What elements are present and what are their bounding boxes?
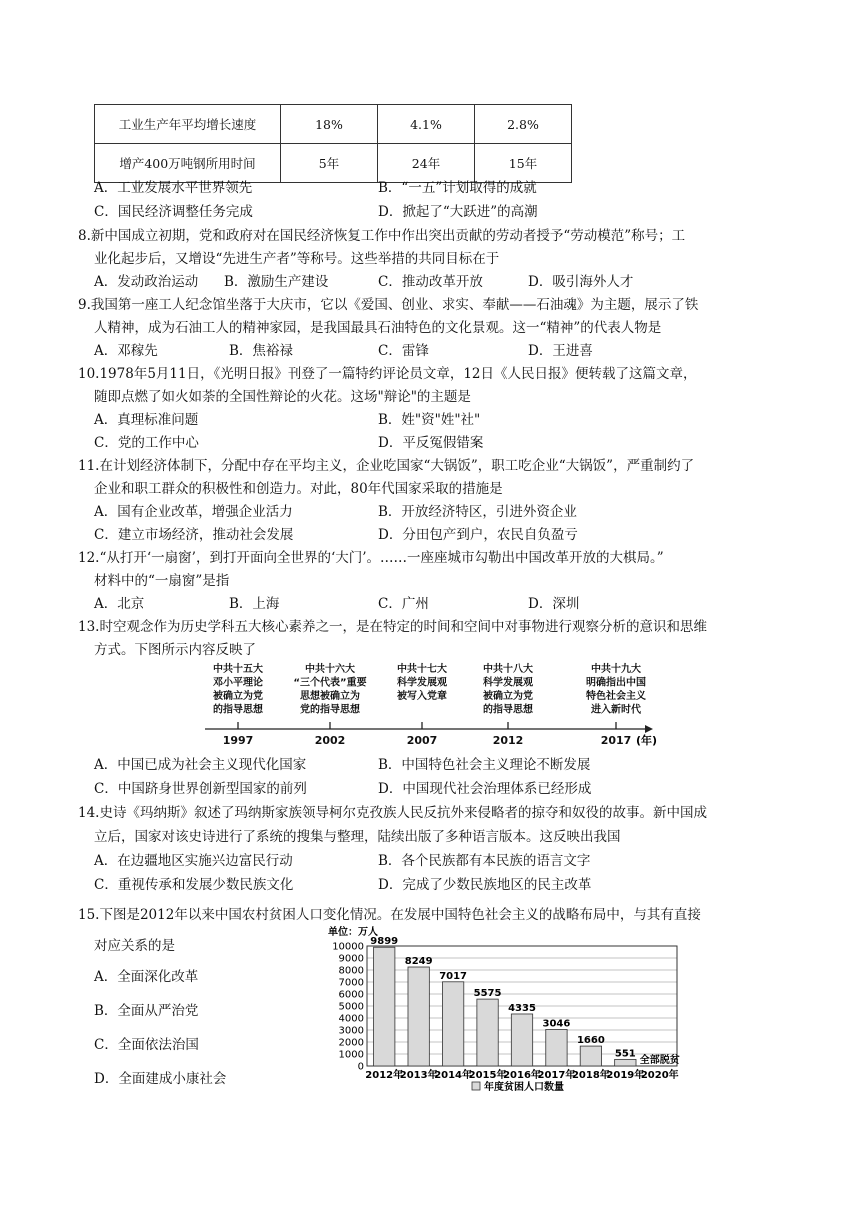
q11-option-c: C．建立市场经济，推动社会发展 <box>94 527 294 543</box>
q12-stem-line1: 12.“从打开‘一扇窗’，到打开面向全世界的‘大门’。……一座座城市勾勒出中国改革开放的大棋局。” <box>78 550 664 566</box>
q15-stem-line2: 对应关系的是 <box>94 938 175 954</box>
chart-ytick-label: 6000 <box>338 989 364 1001</box>
chart-ytick-label: 7000 <box>338 977 364 989</box>
q13-option-a: A．中国已成为社会主义现代化国家 <box>94 757 307 773</box>
chart-bar <box>546 1029 567 1066</box>
timeline-event-text: 特色社会主义 <box>586 691 646 702</box>
chart-ytick-label: 5000 <box>338 1001 364 1013</box>
timeline-year: 2007 <box>406 734 438 746</box>
q15-stem-line1: 15.下图是2012年以来中国农村贫困人口变化情况。在发展中国特色社会主义的战略布局中，与其有直接 <box>78 907 701 923</box>
chart-ytick-label: 10000 <box>332 941 364 953</box>
q9-stem-line1: 9.我国第一座工人纪念馆坐落于大庆市，它以《爱国、创业、求实、奉献——石油魂》为主题，展示了铁 <box>78 297 699 313</box>
chart-ytick-label: 0 <box>357 1061 364 1073</box>
timeline-event-text: 科学发展观 <box>397 677 447 689</box>
q12-option-a: A．北京 <box>94 596 145 612</box>
q10-option-a: A．真理标准问题 <box>94 412 199 428</box>
q12-option-d: D．深圳 <box>528 596 580 612</box>
chart-bar <box>615 1059 636 1066</box>
table-cell: 24年 <box>378 144 475 183</box>
q13-option-d: D．中国现代社会治理体系已经形成 <box>378 781 592 797</box>
timeline-event-text: 进入新时代 <box>591 704 641 716</box>
q10-option-c: C．党的工作中心 <box>94 435 199 451</box>
timeline-event-text: 明确指出中国 <box>586 677 646 689</box>
timeline-event-text: 中共十九大 <box>591 664 641 675</box>
chart-xtick-label: 2013年 <box>399 1070 438 1081</box>
q15-option-a: A．全面深化改革 <box>94 969 199 985</box>
timeline-event-text: 被写入党章 <box>397 691 447 702</box>
chart-data-label: 9899 <box>370 936 399 948</box>
timeline-year: 2017 <box>600 734 632 746</box>
chart-bar <box>477 999 498 1066</box>
chart-data-label: 7017 <box>439 970 468 982</box>
q9-option-c: C．雷锋 <box>378 343 429 359</box>
chart-ytick-label: 9000 <box>338 953 364 965</box>
chart-data-label: 1660 <box>576 1035 605 1047</box>
timeline-event-text: “三个代表”重要 <box>293 677 367 689</box>
timeline-unit: (年) <box>636 734 658 746</box>
q14-option-c: C．重视传承和发展少数民族文化 <box>94 877 294 893</box>
q14-option-b: B．各个民族都有本民族的语言文字 <box>378 853 591 869</box>
chart-ytick-label: 1000 <box>338 1049 364 1061</box>
legend-swatch <box>472 1082 480 1090</box>
stats-table <box>94 104 572 183</box>
q15-option-b: B．全面从严治党 <box>94 1003 199 1019</box>
q10-stem-line1: 10.1978年5月11日，《光明日报》刊登了一篇特约评论员文章，12日《人民日报》便转载了这篇文章， <box>78 366 697 382</box>
table-cell: 18% <box>281 105 378 144</box>
q8-option-d: D．吸引海外人才 <box>528 274 634 290</box>
timeline-event-text: 中共十六大 <box>305 664 355 675</box>
q10-option-b: B．姓"资"姓"社" <box>378 412 481 428</box>
chart-xtick-label: 2014年 <box>434 1070 473 1081</box>
q8-option-a: A．发动政治运动 <box>94 274 199 290</box>
chart-data-label: 8249 <box>404 956 433 968</box>
q15-option-d: D．全面建成小康社会 <box>94 1071 227 1087</box>
timeline-year: 2012 <box>492 734 524 746</box>
q14-option-a: A．在边疆地区实施兴边富民行动 <box>94 853 293 869</box>
q11-stem-line2: 企业和职工群众的积极性和创造力。对此，80年代国家采取的措施是 <box>94 481 503 497</box>
table-cell: 工业生产年平均增长速度 <box>95 105 281 144</box>
q15-option-c: C．全面依法治国 <box>94 1037 199 1053</box>
timeline-event-text: 的指导思想 <box>213 704 263 716</box>
chart-ylabel: 单位：万人 <box>328 927 378 938</box>
q8-option-c: C．推动改革开放 <box>378 274 483 290</box>
q9-stem-line2: 人精神，成为石油工人的精神家园，是我国最具石油特色的文化景观。这一“精神”的代表人物是 <box>94 320 662 336</box>
q7-option-a: A．工业发展水平世界领先 <box>94 180 253 196</box>
q12-option-c: C．广州 <box>378 596 429 612</box>
chart-xtick-label: 2012年 <box>365 1070 404 1081</box>
chart-bar <box>511 1014 532 1066</box>
timeline-event-text: 科学发展观 <box>483 677 533 689</box>
table-cell: 15年 <box>475 144 572 183</box>
chart-xtick-label: 2018年 <box>571 1070 610 1081</box>
chart-bar <box>408 967 429 1066</box>
q8-stem-line1: 8.新中国成立初期，党和政府对在国民经济恢复工作中作出突出贡献的劳动者授予“劳动模范”称号；工 <box>78 228 686 244</box>
chart-data-label: 4335 <box>508 1002 536 1014</box>
chart-xtick-label: 2017年 <box>537 1070 576 1081</box>
timeline-arrow-icon <box>645 725 653 733</box>
table-cell: 2.8% <box>475 105 572 144</box>
timeline-event-text: 被确立为党 <box>483 691 533 702</box>
q9-option-d: D．王进喜 <box>528 343 593 359</box>
poverty-bar-chart <box>320 925 690 1097</box>
q9-option-a: A．邓稼先 <box>94 343 158 359</box>
table-cell: 5年 <box>281 144 378 183</box>
chart-xtick-label: 2015年 <box>468 1070 507 1081</box>
q8-option-b: B．激励生产建设 <box>224 274 329 290</box>
q7-option-b: B．“一五”计划取得的成就 <box>378 180 537 196</box>
table-row <box>95 105 572 144</box>
q10-stem-line2: 随即点燃了如火如荼的全国性辩论的火花。这场"辩论"的主题是 <box>94 389 471 405</box>
timeline-event-text: 的指导思想 <box>483 704 533 716</box>
q12-option-b: B．上海 <box>229 596 280 612</box>
q13-stem-line1: 13.时空观念作为历史学科五大核心素养之一，是在特定的时间和空间中对事物进行观察分析的意识和思维 <box>78 619 707 635</box>
timeline-event-text: 邓小平理论 <box>213 677 263 689</box>
chart-data-label: 551 <box>614 1048 636 1060</box>
chart-data-label: 全部脱贫 <box>639 1055 680 1066</box>
timeline-event-text: 中共十八大 <box>483 664 533 675</box>
q9-option-b: B．焦裕禄 <box>229 343 293 359</box>
q14-stem-line1: 14.史诗《玛纳斯》叙述了玛纳斯家族领导柯尔克孜族人民反抗外来侵略者的掠夺和奴役的故事。新中国成 <box>78 805 707 821</box>
timeline-event-text: 中共十五大 <box>213 664 263 675</box>
chart-ytick-label: 4000 <box>338 1013 364 1025</box>
timeline-figure <box>200 660 670 746</box>
chart-xtick-label: 2020年 <box>640 1070 679 1081</box>
q14-option-d: D．完成了少数民族地区的民主改革 <box>378 877 592 893</box>
chart-ytick-label: 2000 <box>338 1037 364 1049</box>
timeline-event-text: 被确立为党 <box>213 691 263 702</box>
timeline-year: 2002 <box>314 734 346 746</box>
q10-option-d: D．平反冤假错案 <box>378 435 484 451</box>
chart-data-label: 3046 <box>542 1018 571 1030</box>
chart-ytick-label: 3000 <box>338 1025 364 1037</box>
chart-legend: 年度贫困人口数量 <box>484 1082 564 1093</box>
timeline-event-text: 党的指导思想 <box>300 704 360 716</box>
q8-stem-line2: 业化起步后，又增设“先进生产者”等称号。这些举措的共同目标在于 <box>94 251 500 267</box>
q13-option-c: C．中国跻身世界创新型国家的前列 <box>94 781 307 797</box>
table-cell: 增产400万吨钢所用时间 <box>95 144 281 183</box>
chart-xtick-label: 2019年 <box>606 1070 645 1081</box>
q12-stem-line2: 材料中的“一扇窗”是指 <box>94 573 230 589</box>
chart-bar <box>374 947 395 1066</box>
timeline-event-text: 思想被确立为 <box>300 691 360 702</box>
q14-stem-line2: 立后，国家对该史诗进行了系统的搜集与整理，陆续出版了多种语言版本。这反映出我国 <box>94 829 621 845</box>
q13-stem-line2: 方式。下图所示内容反映了 <box>94 642 256 658</box>
chart-data-label: 5575 <box>473 988 502 1000</box>
chart-xtick-label: 2016年 <box>503 1070 541 1081</box>
q11-stem-line1: 11.在计划经济体制下，分配中存在平均主义，企业吃国家“大锅饭”，职工吃企业“大锅饭”，严重制约了 <box>78 458 695 474</box>
timeline-event-text: 中共十七大 <box>397 664 447 675</box>
chart-ytick-label: 8000 <box>338 965 364 977</box>
q11-option-d: D．分田包产到户，农民自负盈亏 <box>378 527 578 543</box>
table-cell: 4.1% <box>378 105 475 144</box>
q7-option-d: D．掀起了“大跃进”的高潮 <box>378 204 538 220</box>
q13-option-b: B．中国特色社会主义理论不断发展 <box>378 757 591 773</box>
chart-bar <box>580 1046 601 1066</box>
timeline-year: 1997 <box>222 734 254 746</box>
q7-option-c: C．国民经济调整任务完成 <box>94 204 253 220</box>
q11-option-a: A．国有企业改革，增强企业活力 <box>94 504 293 520</box>
q11-option-b: B．开放经济特区，引进外资企业 <box>378 504 577 520</box>
chart-bar <box>442 982 463 1066</box>
